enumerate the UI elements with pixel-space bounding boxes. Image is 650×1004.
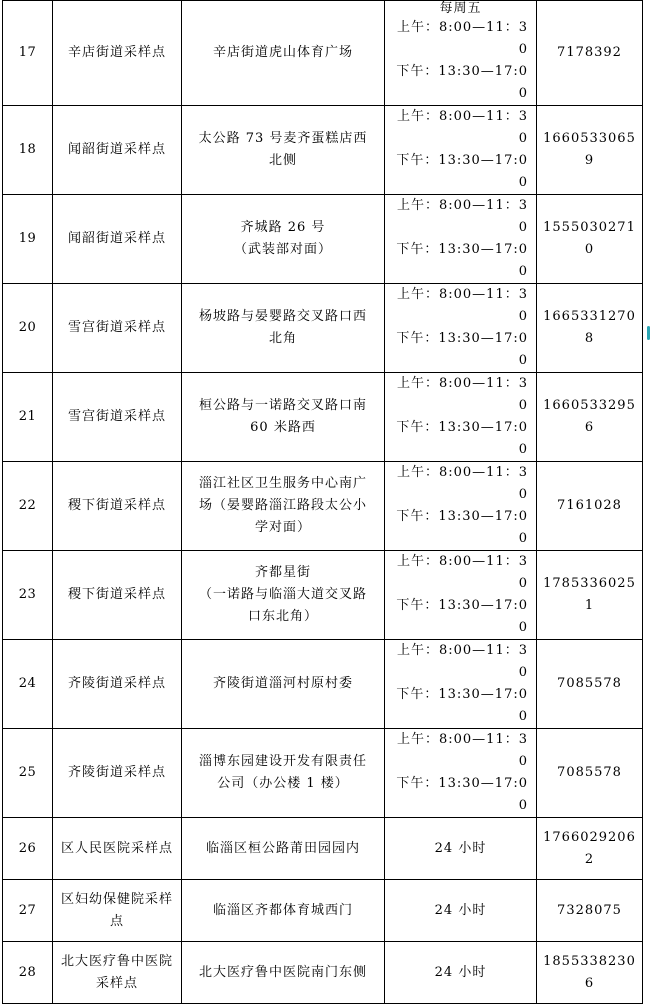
service-hours — [385, 106, 537, 195]
address-line: 齐城路 26 号 — [240, 220, 326, 235]
hours-line: 下午：13:30—17:00 — [396, 687, 528, 724]
row-number: 20 — [3, 284, 53, 373]
site-address — [182, 195, 385, 284]
site-name: 稷下街道采样点 — [53, 551, 182, 640]
table-row — [3, 729, 643, 818]
contact-phone: 7178392 — [537, 1, 643, 106]
hours-line: 下午：13:30—17:00 — [396, 598, 528, 635]
address-line: 北大医疗鲁中医院南门东侧 — [198, 964, 367, 980]
address-line: 淄博东园建设开发有限责任 — [198, 754, 367, 769]
hours-line: 上午：8:00—11：30 — [396, 287, 528, 324]
site-address — [182, 106, 385, 195]
hours-line: 下午：13:30—17:00 — [396, 242, 528, 279]
table-row — [3, 880, 643, 942]
service-hours — [385, 195, 537, 284]
contact-phone: 7085578 — [537, 729, 643, 818]
service-hours — [385, 462, 537, 551]
address-line: 学对面） — [254, 520, 311, 535]
contact-phone: 7085578 — [537, 640, 643, 729]
hours-line: 上午：8:00—11：30 — [396, 376, 528, 413]
address-line: 口东北角） — [247, 609, 318, 624]
address-line: 场（晏婴路淄江路段太公小 — [198, 498, 367, 513]
hours-line: 上午：8:00—11：30 — [396, 554, 528, 591]
hours-line: 上午：8:00—11：30 — [396, 20, 528, 57]
hours-line: 上午：8:00—11：30 — [396, 465, 528, 502]
hours-line: 24 小时 — [434, 902, 487, 918]
site-name: 闻韶街道采样点 — [53, 106, 182, 195]
hours-line: 下午：13:30—17:00 — [396, 331, 528, 368]
hours-line: 24 小时 — [434, 840, 487, 856]
address-line: 辛店街道虎山体育广场 — [212, 45, 353, 60]
site-address — [182, 640, 385, 729]
table-row — [3, 195, 643, 284]
address-line: 桓公路与一诺路交叉路口南 — [198, 398, 367, 413]
table-row — [3, 462, 643, 551]
address-line: 太公路 73 号麦齐蛋糕店西 — [198, 131, 368, 146]
sampling-sites-table — [2, 0, 643, 1004]
site-address — [182, 462, 385, 551]
contact-phone: 7328075 — [537, 880, 643, 942]
hours-line: 下午：13:30—17:00 — [396, 64, 528, 101]
service-hours — [385, 640, 537, 729]
row-number: 28 — [3, 942, 53, 1004]
service-hours — [385, 880, 537, 942]
contact-phone: 16605330659 — [537, 106, 643, 195]
address-line: 齐陵街道淄河村原村委 — [212, 676, 353, 691]
site-address — [182, 373, 385, 462]
weekday-note: 每周五 — [439, 1, 482, 16]
table-row — [3, 373, 643, 462]
site-address — [182, 729, 385, 818]
address-line: 齐都星街 — [254, 565, 311, 580]
row-number: 25 — [3, 729, 53, 818]
service-hours — [385, 551, 537, 640]
address-line: 公司（办公楼 1 楼） — [217, 776, 349, 791]
service-hours — [385, 373, 537, 462]
site-name: 闻韶街道采样点 — [53, 195, 182, 284]
table-row — [3, 1, 643, 106]
address-line: 北侧 — [268, 153, 297, 168]
site-name: 齐陵街道采样点 — [53, 640, 182, 729]
table-row — [3, 818, 643, 880]
row-number: 18 — [3, 106, 53, 195]
hours-line: 上午：8:00—11：30 — [396, 732, 528, 769]
hours-line: 下午：13:30—17:00 — [396, 153, 528, 190]
row-number: 23 — [3, 551, 53, 640]
row-number: 17 — [3, 1, 53, 106]
address-line: 杨坡路与晏婴路交叉路口西 — [198, 309, 367, 324]
site-address — [182, 942, 385, 1004]
hours-line: 上午：8:00—11：30 — [396, 198, 528, 235]
table-row — [3, 284, 643, 373]
site-address — [182, 880, 385, 942]
site-name: 区妇幼保健院采样点 — [53, 880, 182, 942]
site-name: 北大医疗鲁中医院采样点 — [53, 942, 182, 1004]
site-address — [182, 284, 385, 373]
address-line: 60 米路西 — [250, 420, 316, 435]
site-name: 雪宫街道采样点 — [53, 284, 182, 373]
row-number: 27 — [3, 880, 53, 942]
hours-line: 上午：8:00—11：30 — [396, 109, 528, 146]
site-name: 区人民医院采样点 — [53, 818, 182, 880]
service-hours — [385, 942, 537, 1004]
hours-line: 上午：8:00—11：30 — [396, 643, 528, 680]
hours-line: 下午：13:30—17:00 — [396, 509, 528, 546]
table-row — [3, 551, 643, 640]
address-line: 临淄区齐都体育城西门 — [212, 902, 353, 918]
site-address — [182, 818, 385, 880]
service-hours — [385, 284, 537, 373]
site-name: 辛店街道采样点 — [53, 1, 182, 106]
table-body — [3, 1, 643, 1004]
address-line: （武装部对面） — [233, 242, 332, 257]
address-line: 临淄区桓公路莆田园园内 — [205, 840, 360, 856]
service-hours — [385, 818, 537, 880]
row-number: 24 — [3, 640, 53, 729]
hours-line: 下午：13:30—17:00 — [396, 420, 528, 457]
table-row — [3, 942, 643, 1004]
table-row — [3, 640, 643, 729]
contact-phone: 17853360251 — [537, 551, 643, 640]
row-number: 26 — [3, 818, 53, 880]
table-row — [3, 106, 643, 195]
service-hours — [385, 729, 537, 818]
row-number: 19 — [3, 195, 53, 284]
site-name: 稷下街道采样点 — [53, 462, 182, 551]
hours-line: 下午：13:30—17:00 — [396, 776, 528, 813]
contact-phone: 16605332956 — [537, 373, 643, 462]
contact-phone: 16653312708 — [537, 284, 643, 373]
row-number: 22 — [3, 462, 53, 551]
address-line: 北角 — [268, 331, 297, 346]
site-name: 雪宫街道采样点 — [53, 373, 182, 462]
service-hours — [385, 1, 537, 106]
contact-phone: 18553382306 — [537, 942, 643, 1004]
address-line: 淄江社区卫生服务中心南广 — [198, 476, 367, 491]
contact-phone: 17660292062 — [537, 818, 643, 880]
site-address — [182, 1, 385, 106]
row-number: 21 — [3, 373, 53, 462]
contact-phone: 7161028 — [537, 462, 643, 551]
contact-phone: 15550302710 — [537, 195, 643, 284]
site-name: 齐陵街道采样点 — [53, 729, 182, 818]
site-address — [182, 551, 385, 640]
address-line: （一诺路与临淄大道交叉路 — [198, 587, 367, 602]
hours-line: 24 小时 — [434, 964, 487, 980]
